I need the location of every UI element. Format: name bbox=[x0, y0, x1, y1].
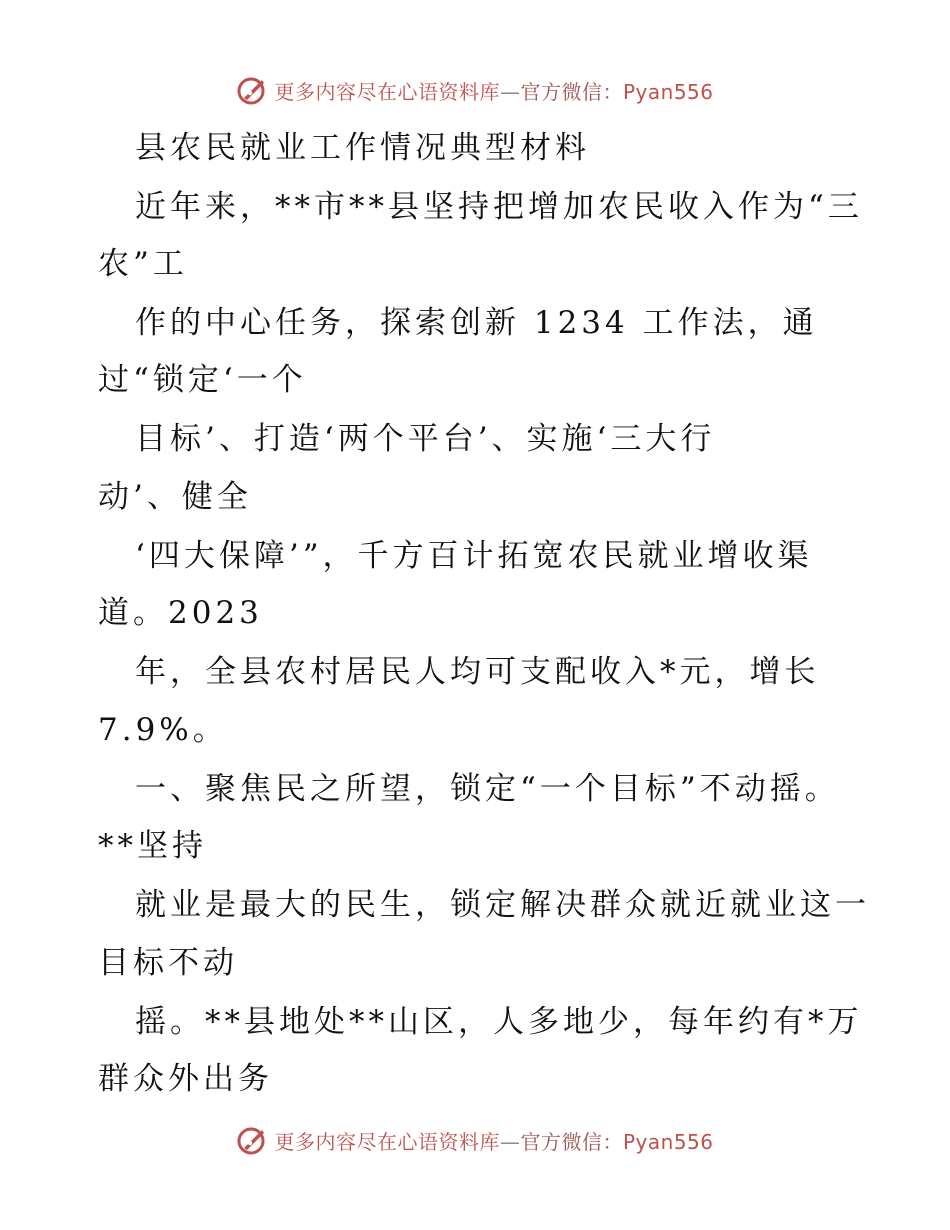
banner-dash: — bbox=[499, 1129, 521, 1154]
banner-text bbox=[274, 1126, 713, 1155]
text-line: 目标’、打造‘两个平台’、实施‘三大行 bbox=[135, 421, 716, 457]
text-line: 农”工 bbox=[98, 246, 188, 282]
text-line: 目标不动 bbox=[98, 945, 238, 981]
banner-title: 更多内容尽在心语资料库 bbox=[274, 79, 500, 104]
text-line: 过“锁定‘一个 bbox=[98, 362, 307, 398]
footer-banner bbox=[0, 1120, 950, 1160]
banner-wechat-id: Pyan556 bbox=[622, 1129, 714, 1154]
text-line: 群众外出务 bbox=[98, 1061, 273, 1097]
text-line: ‘四大保障’”，千方百计拓宽农民就业增收渠 bbox=[135, 538, 813, 574]
text-line: 作的中心任务，探索创新 1234 工作法，通 bbox=[135, 305, 818, 341]
text-line: 近年来，**市**县坚持把增加农民收入作为“三 bbox=[135, 189, 863, 225]
text-line: 道。2023 bbox=[98, 595, 263, 631]
quill-logo-icon bbox=[236, 74, 268, 106]
banner-title: 更多内容尽在心语资料库 bbox=[274, 1129, 500, 1154]
banner-dash: — bbox=[499, 79, 521, 104]
text-line: 就业是最大的民生，锁定解决群众就近就业这一 bbox=[135, 887, 870, 923]
quill-logo-icon bbox=[236, 1124, 268, 1156]
banner-label: 官方微信： bbox=[520, 79, 623, 104]
text-line: **坚持 bbox=[98, 828, 207, 864]
text-line: 7.9%。 bbox=[98, 712, 228, 748]
text-line: 年，全县农村居民人均可支配收入*元，增长 bbox=[135, 654, 820, 690]
banner-text bbox=[274, 76, 713, 105]
document-title: 县农民就业工作情况典型材料 bbox=[135, 130, 590, 166]
header-banner bbox=[0, 70, 950, 110]
text-line: 动’、健全 bbox=[98, 479, 252, 515]
banner-label: 官方微信： bbox=[520, 1129, 623, 1154]
banner-wechat-id: Pyan556 bbox=[622, 79, 714, 104]
section-heading: 一、聚焦民之所望，锁定“一个目标”不动摇。 bbox=[135, 771, 840, 807]
text-line: 摇。**县地处**山区，人多地少，每年约有*万 bbox=[135, 1004, 863, 1040]
